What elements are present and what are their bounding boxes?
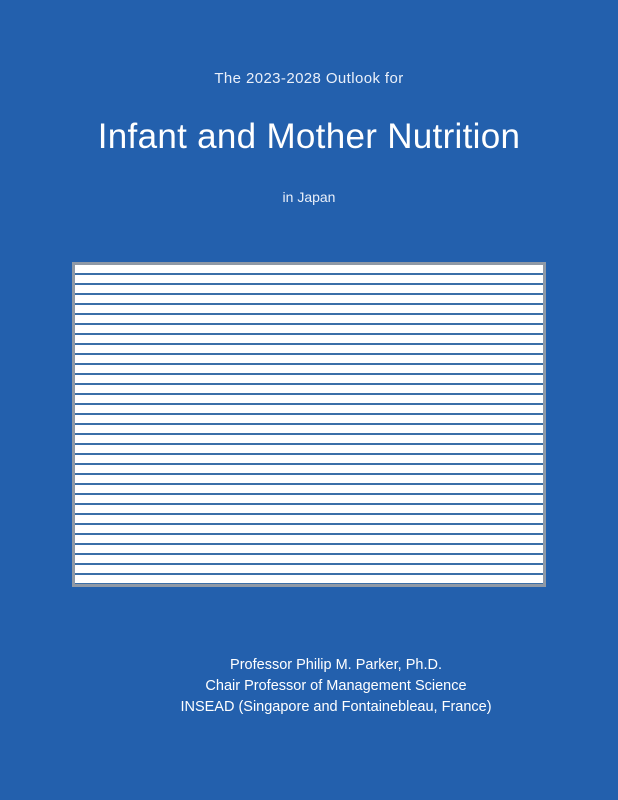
author-affiliation: INSEAD (Singapore and Fontainebleau, France) (180, 698, 492, 715)
cover-subtitle: in Japan (282, 189, 336, 206)
author-block (126, 655, 546, 718)
map-illustration (75, 265, 543, 584)
cover-supertitle: The 2023-2028 Outlook for (214, 70, 404, 87)
kuril-island-1 (439, 290, 445, 296)
cover-title: Infant and Mother Nutrition (97, 117, 521, 156)
kuril-island-2 (448, 299, 456, 305)
kuril-island-4 (423, 315, 431, 321)
shikoku-shape (316, 506, 339, 523)
honshu-shape (281, 394, 415, 512)
map-figure (72, 262, 546, 587)
kyushu-shape (283, 510, 314, 550)
author-name: Professor Philip M. Parker, Ph.D. (230, 656, 442, 673)
korean-peninsula-shape (215, 367, 251, 461)
hokkaido-shape (363, 316, 420, 383)
title-block (0, 70, 618, 205)
author-title: Chair Professor of Management Science (205, 677, 467, 694)
southern-island-2 (265, 565, 273, 570)
southern-island-1 (273, 557, 283, 563)
map-canvas (75, 265, 543, 584)
kuril-island-3 (431, 307, 441, 313)
